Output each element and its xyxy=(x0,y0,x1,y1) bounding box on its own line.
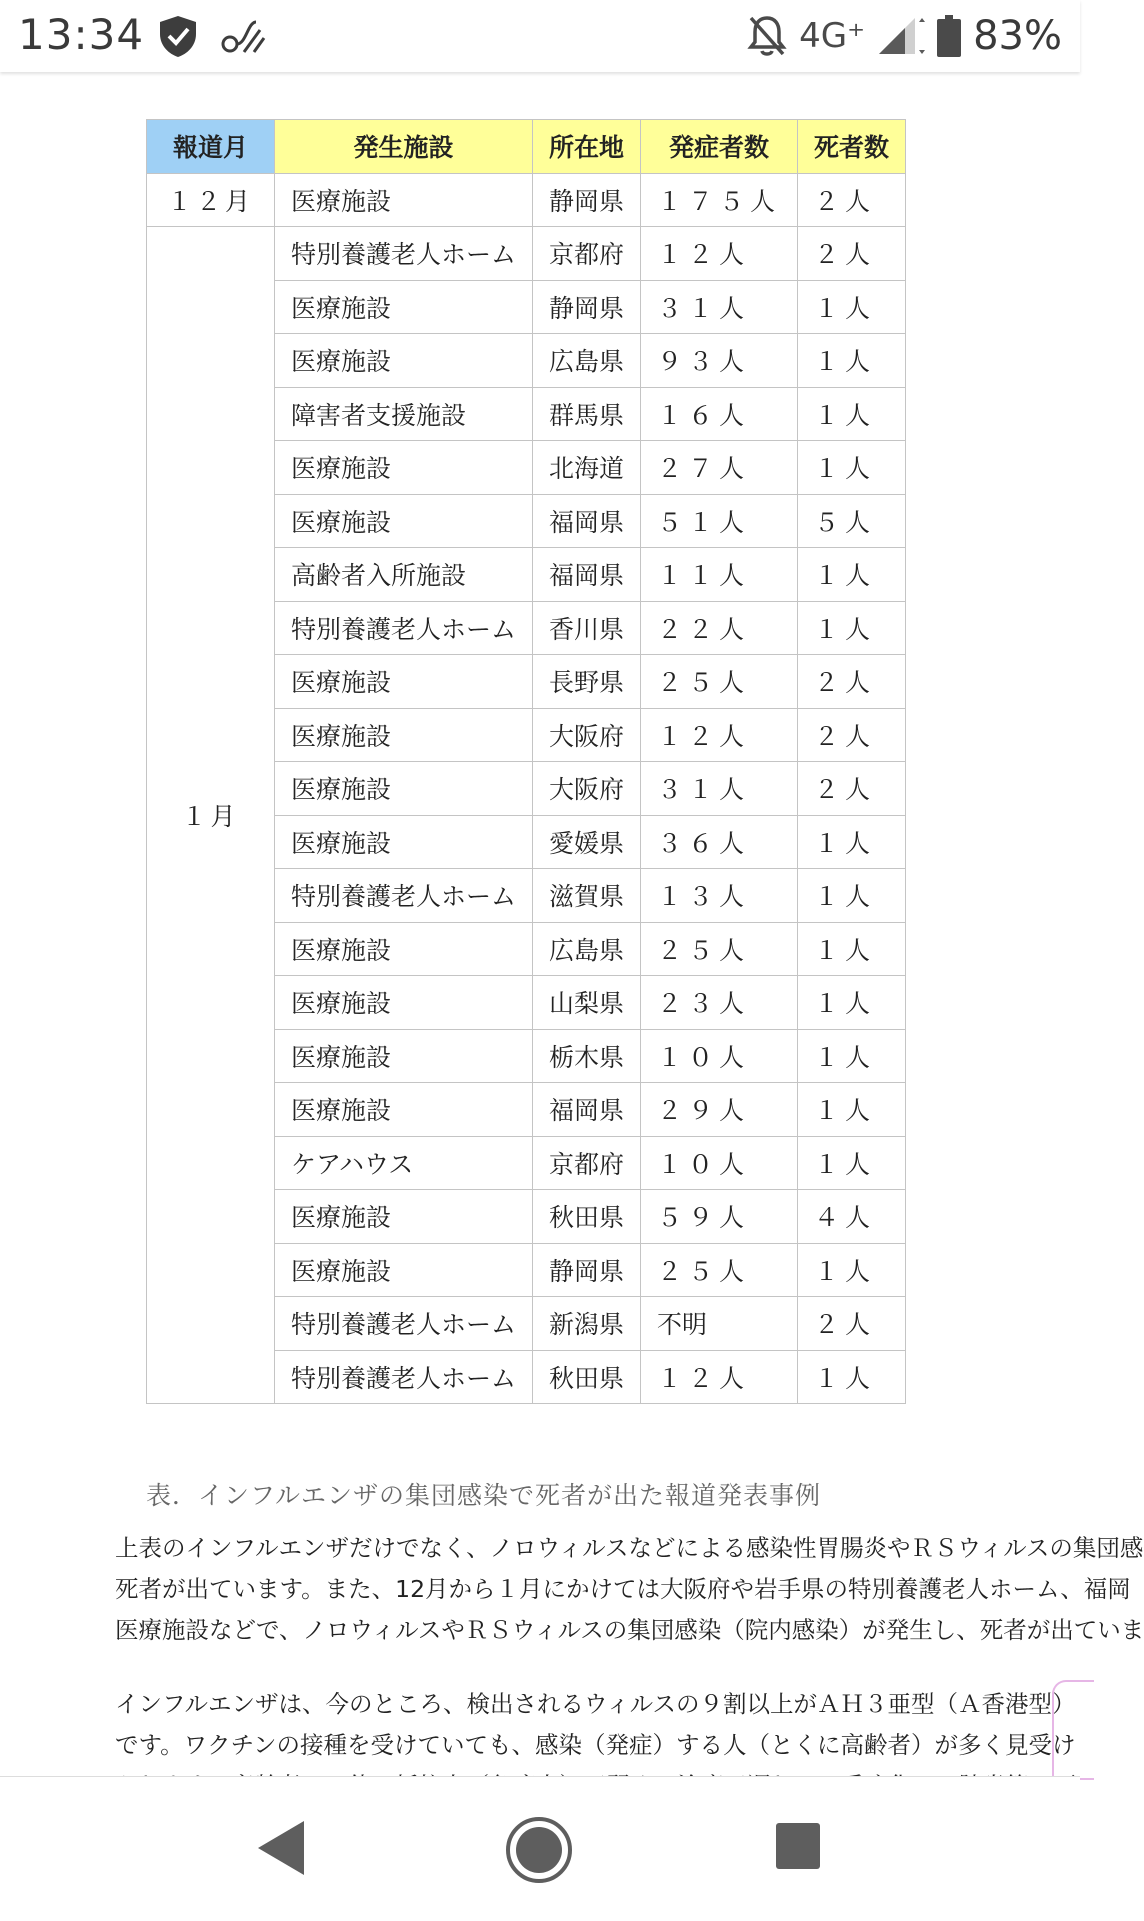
facility-cell: 医療施設 xyxy=(275,280,533,334)
paragraph-line: です。ワクチンの接種を受けていても、感染（発症）する人（とくに高齢者）が多く見受け xyxy=(115,1731,1076,1759)
status-right-group xyxy=(747,10,1062,62)
paragraph-line: 死者が出ています。また、12月から１月にかけては大阪府や岩手県の特別養護老人ホーム、福岡 xyxy=(115,1575,1131,1603)
header-facility: 発生施設 xyxy=(275,120,533,174)
deaths-cell: ２人 xyxy=(798,173,906,227)
deaths-cell: １人 xyxy=(798,1243,906,1297)
deaths-cell: １人 xyxy=(798,1083,906,1137)
location-cell: 滋賀県 xyxy=(533,869,641,923)
location-cell: 香川県 xyxy=(533,601,641,655)
cases-cell: １７５人 xyxy=(641,173,798,227)
facility-cell: 医療施設 xyxy=(275,1083,533,1137)
recent-apps-icon[interactable] xyxy=(774,1821,822,1871)
facility-cell: 障害者支援施設 xyxy=(275,387,533,441)
location-cell: 新潟県 xyxy=(533,1297,641,1351)
facility-cell: ケアハウス xyxy=(275,1136,533,1190)
location-cell: 愛媛県 xyxy=(533,815,641,869)
location-cell: 群馬県 xyxy=(533,387,641,441)
paragraph-line: 上表のインフルエンザだけでなく、ノロウィルスなどによる感染性胃腸炎やＲＳウィルスの集団感 xyxy=(115,1534,1144,1562)
facility-cell: 医療施設 xyxy=(275,922,533,976)
deaths-cell: １人 xyxy=(798,1136,906,1190)
cases-cell: ２５人 xyxy=(641,655,798,709)
location-cell: 広島県 xyxy=(533,334,641,388)
cases-cell: ５９人 xyxy=(641,1190,798,1244)
cases-cell: ２５人 xyxy=(641,1243,798,1297)
facility-cell: 医療施設 xyxy=(275,1243,533,1297)
deaths-cell: ４人 xyxy=(798,1190,906,1244)
facility-cell: 医療施設 xyxy=(275,762,533,816)
cases-cell: ３１人 xyxy=(641,280,798,334)
cases-cell: １３人 xyxy=(641,869,798,923)
battery-percent: 83% xyxy=(973,13,1062,59)
table-body xyxy=(147,173,906,1404)
deaths-cell: １人 xyxy=(798,1029,906,1083)
facility-cell: 医療施設 xyxy=(275,708,533,762)
cases-cell: ５１人 xyxy=(641,494,798,548)
status-bar xyxy=(0,0,1080,72)
location-cell: 福岡県 xyxy=(533,494,641,548)
deaths-cell: ２人 xyxy=(798,708,906,762)
deaths-cell: １人 xyxy=(798,976,906,1030)
deaths-cell: ２人 xyxy=(798,762,906,816)
cases-cell: ３６人 xyxy=(641,815,798,869)
location-cell: 静岡県 xyxy=(533,1243,641,1297)
back-icon[interactable] xyxy=(252,1817,308,1879)
deaths-cell: １人 xyxy=(798,1350,906,1404)
deaths-cell: １人 xyxy=(798,387,906,441)
table-header-row xyxy=(147,120,906,174)
location-cell: 秋田県 xyxy=(533,1190,641,1244)
facility-cell: 医療施設 xyxy=(275,441,533,495)
table-caption: 表．インフルエンザの集団感染で死者が出た報道発表事例 xyxy=(146,1481,822,1510)
location-cell: 大阪府 xyxy=(533,762,641,816)
deaths-cell: １人 xyxy=(798,869,906,923)
cases-cell: ２３人 xyxy=(641,976,798,1030)
facility-cell: 医療施設 xyxy=(275,1029,533,1083)
facility-cell: 特別養護老人ホーム xyxy=(275,601,533,655)
battery-icon xyxy=(937,15,961,57)
status-time: 13:34 xyxy=(18,10,145,59)
cases-cell: １１人 xyxy=(641,548,798,602)
paragraph-line: インフルエンザは、今のところ、検出されるウィルスの９割以上がＡＨ３亜型（Ａ香港型） xyxy=(115,1690,1076,1718)
deaths-cell: １人 xyxy=(798,441,906,495)
facility-cell: 医療施設 xyxy=(275,173,533,227)
bell-off-icon xyxy=(747,14,787,58)
deaths-cell: ５人 xyxy=(798,494,906,548)
paragraph-1 xyxy=(115,1528,1144,1651)
location-cell: 静岡県 xyxy=(533,173,641,227)
cases-cell: １０人 xyxy=(641,1136,798,1190)
facility-cell: 特別養護老人ホーム xyxy=(275,227,533,281)
cases-cell: １６人 xyxy=(641,387,798,441)
side-bracket-decoration xyxy=(1052,1680,1094,1780)
cases-cell: ２５人 xyxy=(641,922,798,976)
location-cell: 京都府 xyxy=(533,1136,641,1190)
location-cell: 北海道 xyxy=(533,441,641,495)
deaths-cell: ２人 xyxy=(798,1297,906,1351)
deaths-cell: １人 xyxy=(798,922,906,976)
network-type: 4G⁺ xyxy=(799,16,866,56)
cases-cell: 不明 xyxy=(641,1297,798,1351)
location-cell: 秋田県 xyxy=(533,1350,641,1404)
cases-cell: ９３人 xyxy=(641,334,798,388)
facility-cell: 医療施設 xyxy=(275,976,533,1030)
shield-check-icon xyxy=(156,14,200,58)
facility-cell: 医療施設 xyxy=(275,334,533,388)
facility-cell: 特別養護老人ホーム xyxy=(275,869,533,923)
deaths-cell: １人 xyxy=(798,280,906,334)
facility-cell: 医療施設 xyxy=(275,1190,533,1244)
outbreak-table xyxy=(146,119,906,1404)
header-location: 所在地 xyxy=(533,120,641,174)
report-month-cell: １月 xyxy=(147,227,275,1404)
cases-cell: ３１人 xyxy=(641,762,798,816)
facility-cell: 特別養護老人ホーム xyxy=(275,1297,533,1351)
cases-cell: １０人 xyxy=(641,1029,798,1083)
cases-cell: １２人 xyxy=(641,227,798,281)
deaths-cell: １人 xyxy=(798,601,906,655)
header-cases: 発症者数 xyxy=(641,120,798,174)
location-cell: 京都府 xyxy=(533,227,641,281)
facility-cell: 医療施設 xyxy=(275,494,533,548)
deaths-cell: １人 xyxy=(798,334,906,388)
cases-cell: ２９人 xyxy=(641,1083,798,1137)
deaths-cell: ２人 xyxy=(798,655,906,709)
table-row xyxy=(147,173,906,227)
facility-cell: 高齢者入所施設 xyxy=(275,548,533,602)
facility-cell: 医療施設 xyxy=(275,815,533,869)
cases-cell: ２７人 xyxy=(641,441,798,495)
cases-cell: １２人 xyxy=(641,1350,798,1404)
signal-icon xyxy=(877,16,925,56)
location-cell: 福岡県 xyxy=(533,1083,641,1137)
facility-cell: 医療施設 xyxy=(275,655,533,709)
deaths-cell: １人 xyxy=(798,815,906,869)
cases-cell: １２人 xyxy=(641,708,798,762)
location-cell: 長野県 xyxy=(533,655,641,709)
location-cell: 静岡県 xyxy=(533,280,641,334)
location-cell: 広島県 xyxy=(533,922,641,976)
deaths-cell: ２人 xyxy=(798,227,906,281)
header-deaths: 死者数 xyxy=(798,120,906,174)
location-cell: 山梨県 xyxy=(533,976,641,1030)
deaths-cell: １人 xyxy=(798,548,906,602)
location-cell: 大阪府 xyxy=(533,708,641,762)
cases-cell: ２２人 xyxy=(641,601,798,655)
report-month-cell: １２月 xyxy=(147,173,275,227)
paragraph-line: 医療施設などで、ノロウィルスやＲＳウィルスの集団感染（院内感染）が発生し、死者が出ていま xyxy=(115,1616,1144,1644)
table-row xyxy=(147,227,906,281)
header-month: 報道月 xyxy=(147,120,275,174)
navigation-bar xyxy=(0,1776,1080,1921)
app-notification-icon xyxy=(220,16,270,58)
paragraph-2 xyxy=(115,1684,1115,1774)
location-cell: 福岡県 xyxy=(533,548,641,602)
location-cell: 栃木県 xyxy=(533,1029,641,1083)
facility-cell: 特別養護老人ホーム xyxy=(275,1350,533,1404)
home-icon[interactable] xyxy=(504,1815,574,1885)
